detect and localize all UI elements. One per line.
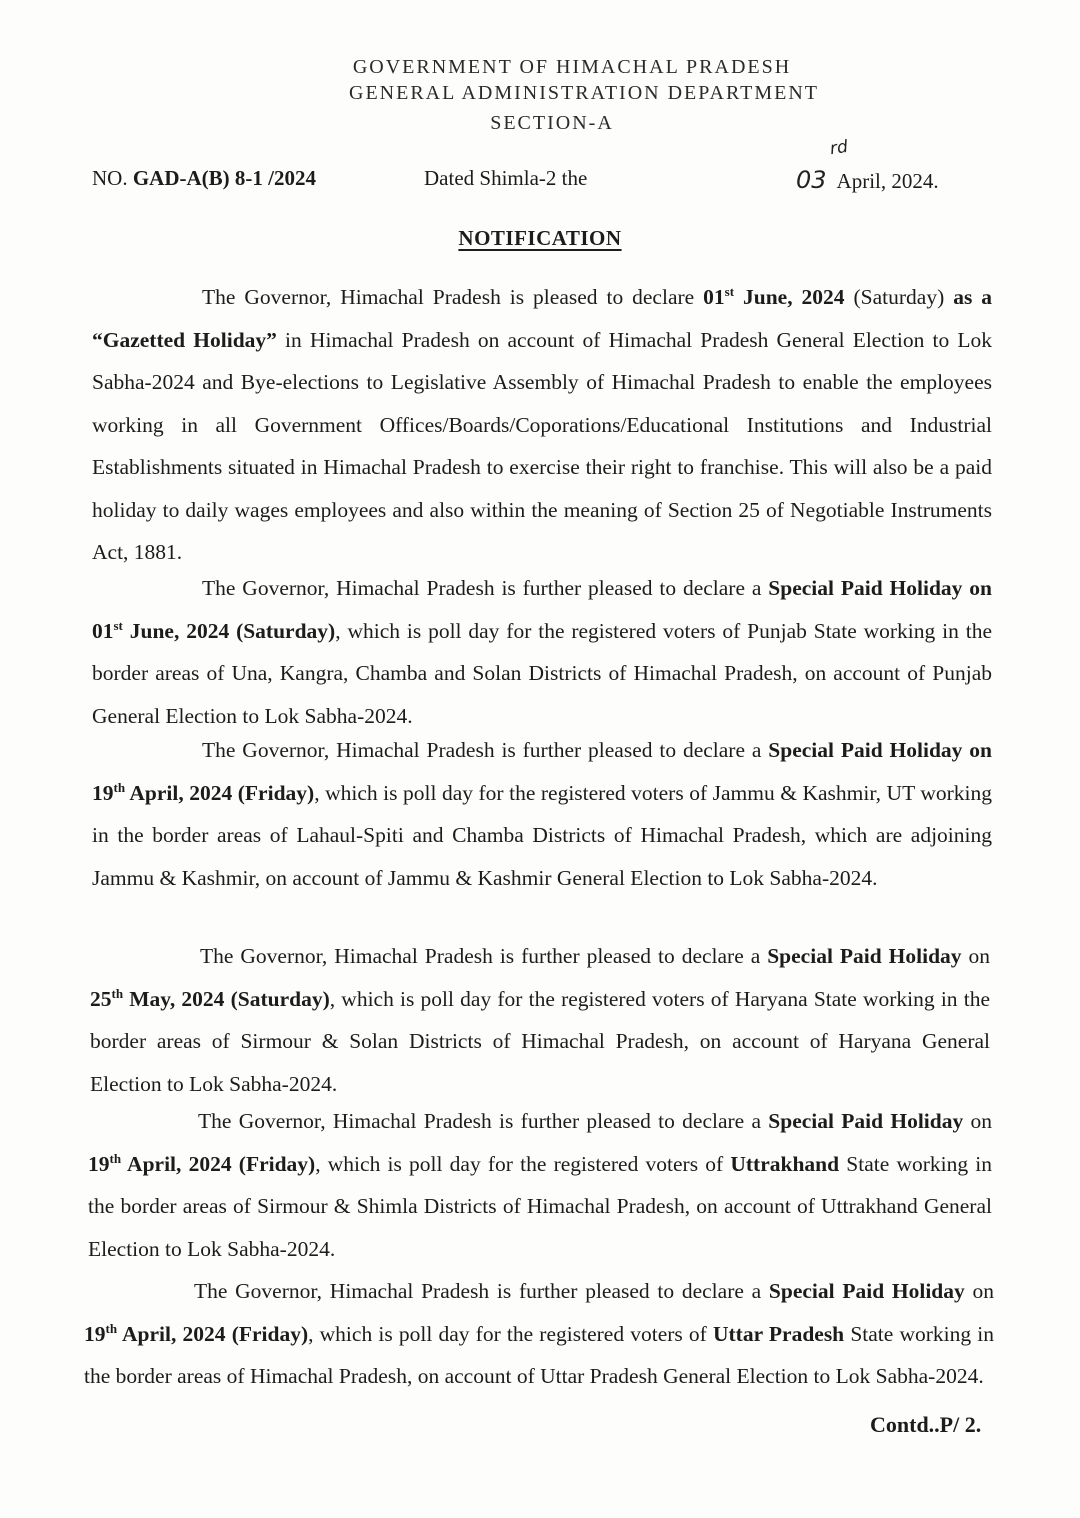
paragraph-haryana-holiday: The Governor, Himachal Pradesh is further pleased to declare a Special Paid Holiday on 25th May, 2024 (Saturday), which is poll day for the registered voters of Haryana State working in the border areas of Sirmour & Solan Districts of Himachal Pradesh, on account of Haryana General Election to Lok Sabha-2024.: [90, 944, 991, 1096]
header-government: GOVERNMENT OF HIMACHAL PRADESH: [352, 56, 792, 78]
header-department: GENERAL ADMINISTRATION DEPARTMENT: [349, 82, 819, 104]
continued-page-note: Contd..P/ 2.: [870, 1412, 982, 1437]
reference-number: NO. GAD-A(B) 8-1 /2024: [92, 166, 316, 190]
paragraph-jammu-kashmir-holiday: The Governor, Himachal Pradesh is further pleased to declare a Special Paid Holiday on 19th April, 2024 (Friday), which is poll day for the registered voters of Jammu & Kashmir, UT working in the border areas of Lahaul-Spiti and Chamba Districts of Himachal Pradesh, which are adjoining Jammu & Kashmir, on account of Jammu & Kashmir General Election to Lok Sabha-2024.: [92, 738, 992, 890]
date-month-year: April, 2024.: [836, 169, 939, 193]
paragraph-uttar-pradesh-holiday: The Governor, Himachal Pradesh is further pleased to declare a Special Paid Holiday on 19th April, 2024 (Friday), which is poll day for the registered voters of Uttar Pradesh State working in the border areas of Himachal Pradesh, on account of Uttar Pradesh General Election to Lok Sabha-2024.: [84, 1279, 994, 1388]
notification-date: [796, 166, 939, 194]
page-title: NOTIFICATION: [458, 226, 622, 250]
paragraph-uttrakhand-holiday: The Governor, Himachal Pradesh is further pleased to declare a Special Paid Holiday on 19th April, 2024 (Friday), which is poll day for the registered voters of Uttrakhand State working in the border areas of Sirmour & Shimla Districts of Himachal Pradesh, on account of Uttrakhand General Election to Lok Sabha-2024.: [88, 1109, 993, 1261]
dated-label: Dated Shimla-2 the: [424, 166, 588, 190]
paragraph-punjab-holiday: The Governor, Himachal Pradesh is further pleased to declare a Special Paid Holiday on 01st June, 2024 (Saturday), which is poll day for the registered voters of Punjab State working in the border areas of Una, Kangra, Chamba and Solan Districts of Himachal Pradesh, on account of Punjab General Election to Lok Sabha-2024.: [92, 576, 992, 728]
handwritten-day: 03: [796, 166, 827, 194]
header-section: SECTION-A: [490, 112, 614, 134]
paragraph-gazetted-holiday: The Governor, Himachal Pradesh is pleased to declare 01st June, 2024 (Saturday) as a “Gazetted Holiday” in Himachal Pradesh on account of Himachal Pradesh General Election to Lok Sabha-2024 and Bye-elections to Legislative Assembly of Himachal Pradesh to enable the employees working in all Government Offices/Boards/Coporations/Educational Institutions and Industrial Establishments situated in Himachal Pradesh to exercise their right to franchise. This will also be a paid holiday to daily wages employees and also within the meaning of Section 25 of Negotiable Instruments Act, 1881.: [92, 283, 993, 564]
handwritten-day-suffix: rd: [828, 136, 850, 160]
